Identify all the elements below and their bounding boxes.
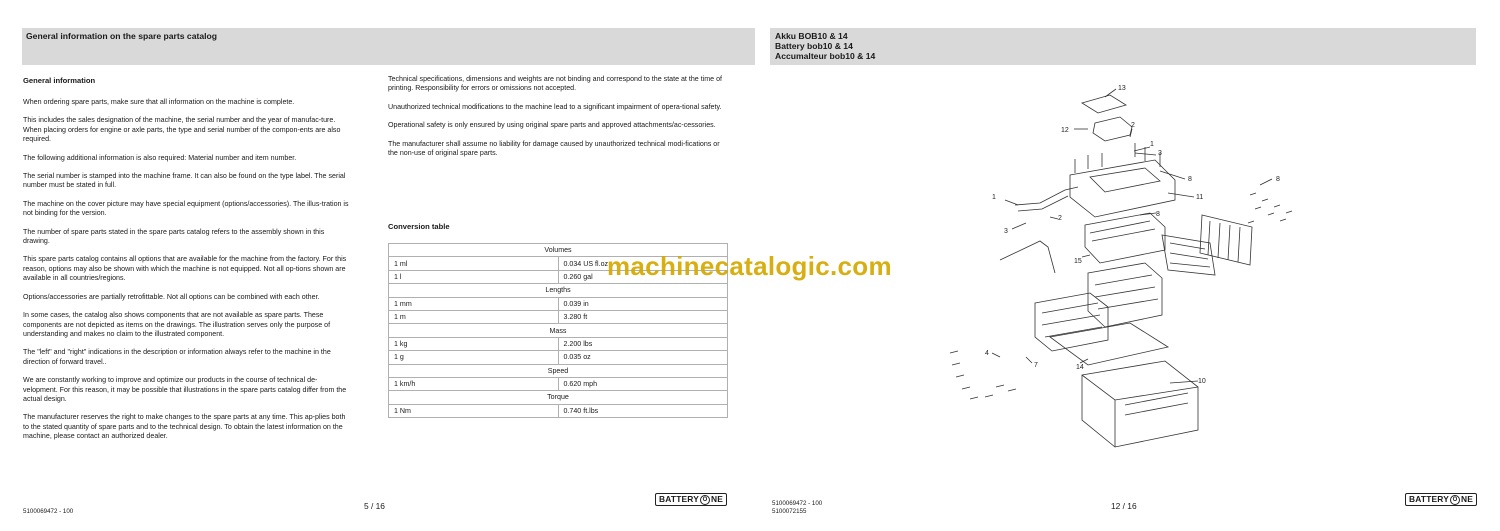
- imperial-value: 0.260 gal: [558, 270, 728, 283]
- callout-8-b: 8: [1156, 211, 1160, 218]
- callout-13: 13: [1118, 85, 1126, 92]
- part-cell-pack: [1088, 263, 1162, 327]
- imperial-value: 0.034 US fl.oz: [558, 257, 728, 270]
- table-row: [389, 310, 728, 323]
- paragraph: The serial number is stamped into the machine frame. It can also be found on the type label. The serial number must be stated in full.: [23, 172, 346, 190]
- metric-value: 1 l: [389, 270, 559, 283]
- left-text-column-1: [23, 98, 351, 451]
- paragraph: We are constantly working to improve and optimize our products in the course of technical de-velopment. For this reason, it may be possible that illustrations in the spare parts catalog differ from the actual design.: [23, 376, 347, 403]
- imperial-value: 0.740 ft.lbs: [558, 404, 728, 417]
- battery-exploded-drawing: [930, 75, 1310, 470]
- table-category: Torque: [389, 391, 728, 404]
- left-footer-docnum: 5100069472 - 100: [23, 508, 74, 515]
- callout-2-left: 2: [1058, 215, 1062, 222]
- imperial-value: 3.280 ft: [558, 310, 728, 323]
- paragraph: The following additional information is also required: Material number and item number.: [23, 153, 297, 162]
- metric-value: 1 g: [389, 351, 559, 364]
- metric-value: 1 kg: [389, 337, 559, 350]
- right-header-bar: [770, 28, 1476, 65]
- metric-value: 1 m: [389, 310, 559, 323]
- brand-text-end: NE: [711, 494, 724, 504]
- watermark-text: machinecatalogic.com: [607, 251, 892, 281]
- callout-3-top: 3: [1158, 150, 1162, 157]
- table-row: [389, 297, 728, 310]
- table-row: [389, 337, 728, 350]
- callout-labels: [985, 85, 1280, 385]
- brand-text: BATTERY: [1409, 494, 1450, 504]
- table-category-row: [389, 324, 728, 337]
- metric-value: 1 ml: [389, 257, 559, 270]
- callout-1-left: 1: [992, 194, 996, 201]
- callout-14: 14: [1076, 364, 1084, 371]
- brand-text-end: NE: [1461, 494, 1474, 504]
- paragraph: The manufacturer shall assume no liability for damage caused by unauthorized technical modi-fications or the non-use of original spare parts.: [388, 139, 720, 158]
- paragraph: The number of spare parts stated in the spare parts catalog refers to the assembly shown in this drawing.: [23, 227, 325, 246]
- callout-2-top: 2: [1131, 122, 1135, 129]
- paragraph: In some cases, the catalog also shows components that are not available as spare parts. These components are not depicted as items on the drawings. The illustration serves only the purpose of understanding and makes no claim to the illustrated component.: [23, 311, 331, 338]
- paragraph: Unauthorized technical modifications to the machine lead to a significant impairment of opera-tional safety.: [388, 102, 722, 111]
- part-cover: [1093, 117, 1132, 141]
- paragraph: The manufacturer reserves the right to make changes to the spare parts at any time. This ap-plies both to the stated quantity of spare parts and to the technical design. To obtain the latest information on the machine, please contact an authorized dealer.: [23, 413, 346, 441]
- callout-15: 15: [1074, 258, 1082, 265]
- part-pcb: [1085, 213, 1165, 263]
- table-row: [389, 377, 728, 390]
- general-info-title: General information: [23, 76, 96, 85]
- brand-o: O: [1450, 495, 1460, 505]
- left-page-number: 5 / 16: [364, 501, 385, 511]
- table-category: Mass: [389, 324, 728, 337]
- right-brand-logo: [1405, 493, 1477, 506]
- table-row: [389, 404, 728, 417]
- paragraph: Technical specifications, dimensions and weights are not binding and correspond to the state at the time of printing. Responsibility for errors or omissions not accepted.: [388, 75, 722, 93]
- right-header-line-2: Battery bob10 & 14: [775, 41, 853, 51]
- imperial-value: 0.620 mph: [558, 377, 728, 390]
- table-category: Lengths: [389, 284, 728, 297]
- right-header-line-3: Accumalteur bob10 & 14: [775, 51, 876, 61]
- callout-11: 11: [1196, 194, 1204, 201]
- callout-3-left: 3: [1004, 228, 1008, 235]
- right-page-number: 12 / 16: [1111, 501, 1137, 511]
- paragraph: This spare parts catalog contains all options that are available for the machine from the factory. For this reason, options may also be shown with which the machine is not equipped. Not all op-tions shown are available in all countries/regions.: [23, 255, 347, 283]
- paragraph: Options/accessories are partially retrofittable. Not all options can be combined with each other.: [23, 292, 320, 301]
- imperial-value: 2.200 lbs: [558, 337, 728, 350]
- callout-1-top: 1: [1150, 141, 1154, 148]
- callout-10: 10: [1198, 378, 1206, 385]
- callout-7: 7: [1034, 362, 1038, 369]
- table-category-row: [389, 284, 728, 297]
- table-category: Speed: [389, 364, 728, 377]
- imperial-value: 0.035 oz: [558, 351, 728, 364]
- part-tray: [1050, 323, 1168, 365]
- table-category-row: [389, 364, 728, 377]
- paragraph: When ordering spare parts, make sure that all information on the machine is complete.: [23, 98, 295, 106]
- left-page-header: General information on the spare parts catalog: [26, 31, 218, 41]
- callout-4: 4: [985, 350, 989, 357]
- right-footer-docnum-2: 5100072155: [772, 508, 807, 515]
- part-grille: [1200, 215, 1252, 265]
- callout-12: 12: [1061, 127, 1069, 134]
- brand-text: BATTERY: [659, 494, 700, 504]
- metric-value: 1 km/h: [389, 377, 559, 390]
- metric-value: 1 mm: [389, 297, 559, 310]
- table-category-row: [389, 391, 728, 404]
- right-footer-docnum-1: 5100069472 - 100: [772, 500, 823, 507]
- callout-8-right: 8: [1276, 176, 1280, 183]
- left-text-column-2: [388, 75, 728, 167]
- right-header-line-1: Akku BOB10 & 14: [775, 31, 848, 41]
- paragraph: Operational safety is only ensured by using original spare parts and approved attachments/ac-cessories.: [388, 121, 716, 130]
- part-base-box: [1082, 361, 1198, 447]
- paragraph: This includes the sales designation of the machine, the serial number and the year of manufac-ture. When placing orders for engine or axle parts, the type and serial number of the compon-ents are also required.: [23, 116, 341, 144]
- conversion-table-title: Conversion table: [388, 222, 450, 231]
- metric-value: 1 Nm: [389, 404, 559, 417]
- paragraph: The machine on the cover picture may have special equipment (options/accessories). The illus-tration is not binding for the version.: [23, 199, 349, 218]
- part-lid: [1082, 95, 1126, 113]
- callout-8-a: 8: [1188, 176, 1192, 183]
- table-row: [389, 351, 728, 364]
- paragraph: The "left" and "right" indications in the description or information always refer to the machine in the direction of forward travel..: [23, 348, 331, 366]
- table-category: Volumes: [389, 244, 728, 257]
- left-brand-logo: [655, 493, 727, 506]
- brand-o: O: [700, 495, 710, 505]
- imperial-value: 0.039 in: [558, 297, 728, 310]
